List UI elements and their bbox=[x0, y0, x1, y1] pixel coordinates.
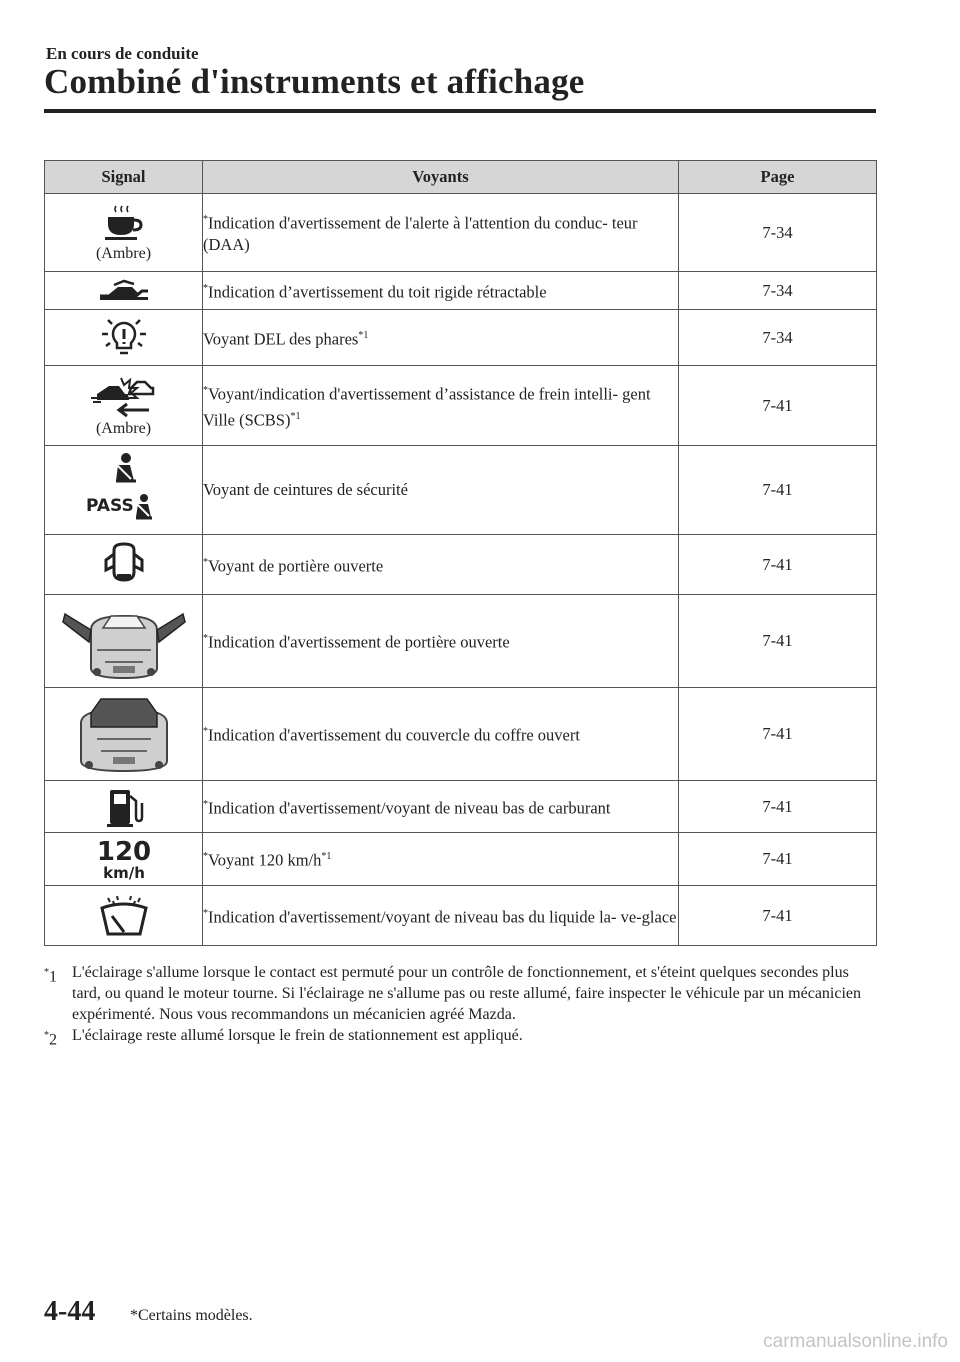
watermark: carmanualsonline.info bbox=[763, 1331, 948, 1352]
signal-cell bbox=[45, 310, 203, 366]
footnotes bbox=[44, 962, 876, 1049]
driver-attention-alert-icon bbox=[102, 203, 146, 243]
page-number: 4-44 bbox=[44, 1296, 96, 1327]
footnote-item: *2 L'éclairage reste allumé lorsque le frein de stationnement est appliqué. bbox=[44, 1027, 523, 1049]
signal-cell bbox=[45, 446, 203, 535]
car-doors-open-icon bbox=[61, 600, 187, 682]
signal-cell bbox=[45, 833, 203, 886]
warning-signals-table bbox=[44, 160, 877, 946]
page-reference: 7-41 bbox=[679, 535, 877, 595]
models-footnote: *Certains modèles. bbox=[130, 1307, 253, 1324]
seat-belt-icon bbox=[84, 452, 164, 528]
page-reference: 7-41 bbox=[679, 781, 877, 833]
signal-cell bbox=[45, 886, 203, 946]
page-reference: 7-34 bbox=[679, 272, 877, 310]
page-reference: 7-34 bbox=[679, 310, 877, 366]
page-reference: 7-34 bbox=[679, 194, 877, 272]
signal-cell bbox=[45, 535, 203, 595]
table-row bbox=[45, 688, 877, 781]
voyant-description: *Indication d’avertissement du toit rigide rétractable bbox=[203, 272, 679, 310]
section-label: En cours de conduite bbox=[46, 44, 199, 63]
signal-cell bbox=[45, 595, 203, 688]
table-row bbox=[45, 446, 877, 535]
door-open-icon bbox=[102, 540, 146, 590]
washer-fluid-icon bbox=[94, 894, 154, 938]
voyant-description: *Indication d'avertissement du couvercle du coffre ouvert bbox=[203, 688, 679, 781]
led-headlight-icon bbox=[98, 315, 150, 361]
column-header-signal: Signal bbox=[45, 161, 203, 194]
voyant-description: *Voyant/indication d'avertissement d’assistance de frein intelli- gent Ville (SCBS)$^{*1}$ bbox=[203, 366, 679, 446]
voyant-description: *Indication d'avertissement/voyant de niveau bas de carburant bbox=[203, 781, 679, 833]
table-row bbox=[45, 310, 877, 366]
speed-unit: km/h bbox=[102, 864, 145, 882]
page-reference: 7-41 bbox=[679, 446, 877, 535]
table-row bbox=[45, 595, 877, 688]
signal-cell bbox=[45, 781, 203, 833]
signal-subtext: (Ambre) bbox=[95, 419, 152, 437]
table-row bbox=[45, 194, 877, 272]
voyant-description: *Indication d'avertissement/voyant de niveau bas du liquide la- ve-glace bbox=[203, 886, 679, 946]
retractable-hardtop-icon bbox=[96, 279, 152, 303]
page-reference: 7-41 bbox=[679, 886, 877, 946]
signal-cell bbox=[45, 688, 203, 781]
signal-cell bbox=[45, 194, 203, 272]
voyant-description: *Voyant de portière ouverte bbox=[203, 535, 679, 595]
column-header-voyants: Voyants bbox=[203, 161, 679, 194]
speed-120-icon bbox=[96, 836, 152, 882]
table-row bbox=[45, 886, 877, 946]
speed-value: 120 bbox=[96, 837, 151, 867]
page-reference: 7-41 bbox=[679, 366, 877, 446]
table-row bbox=[45, 833, 877, 886]
table-row bbox=[45, 366, 877, 446]
fuel-icon bbox=[104, 786, 144, 828]
pass-label: PASS bbox=[85, 496, 134, 516]
signal-subtext: (Ambre) bbox=[95, 244, 152, 262]
car-trunk-open-icon bbox=[71, 693, 177, 775]
scbs-icon bbox=[91, 374, 157, 418]
table-row bbox=[45, 272, 877, 310]
table-row bbox=[45, 781, 877, 833]
voyant-description: Voyant de ceintures de sécurité bbox=[203, 446, 679, 535]
page-reference: 7-41 bbox=[679, 688, 877, 781]
title-rule bbox=[44, 109, 876, 113]
page-title: Combiné d'instruments et affichage bbox=[44, 62, 585, 101]
page-reference: 7-41 bbox=[679, 833, 877, 886]
voyant-description: *Voyant 120 $km/h^{*1}$ bbox=[203, 833, 679, 886]
page-reference: 7-41 bbox=[679, 595, 877, 688]
voyant-description: *Indication d'avertissement de l'alerte à l'attention du conduc- teur (DAA) bbox=[203, 194, 679, 272]
footnote-item: *1 L'éclairage s'allume lorsque le contact est permuté pour un contrôle de fonctionnement, et s'éteint quelques secondes plus tard, ou quand le moteur tourne. Si l'éclairage ne s'allume pas ou reste allumé, faire inspecter le véhicule par un mécanicien expérimenté. Nous vous recommandons un mécanicien agréé Mazda. bbox=[44, 964, 862, 1023]
signal-cell bbox=[45, 366, 203, 446]
voyant-description: *Indication d'avertissement de portière ouverte bbox=[203, 595, 679, 688]
column-header-page: Page bbox=[679, 161, 877, 194]
voyant-description: Voyant DEL des phares$^{*1}$ bbox=[203, 310, 679, 366]
signal-cell bbox=[45, 272, 203, 310]
table-row bbox=[45, 535, 877, 595]
